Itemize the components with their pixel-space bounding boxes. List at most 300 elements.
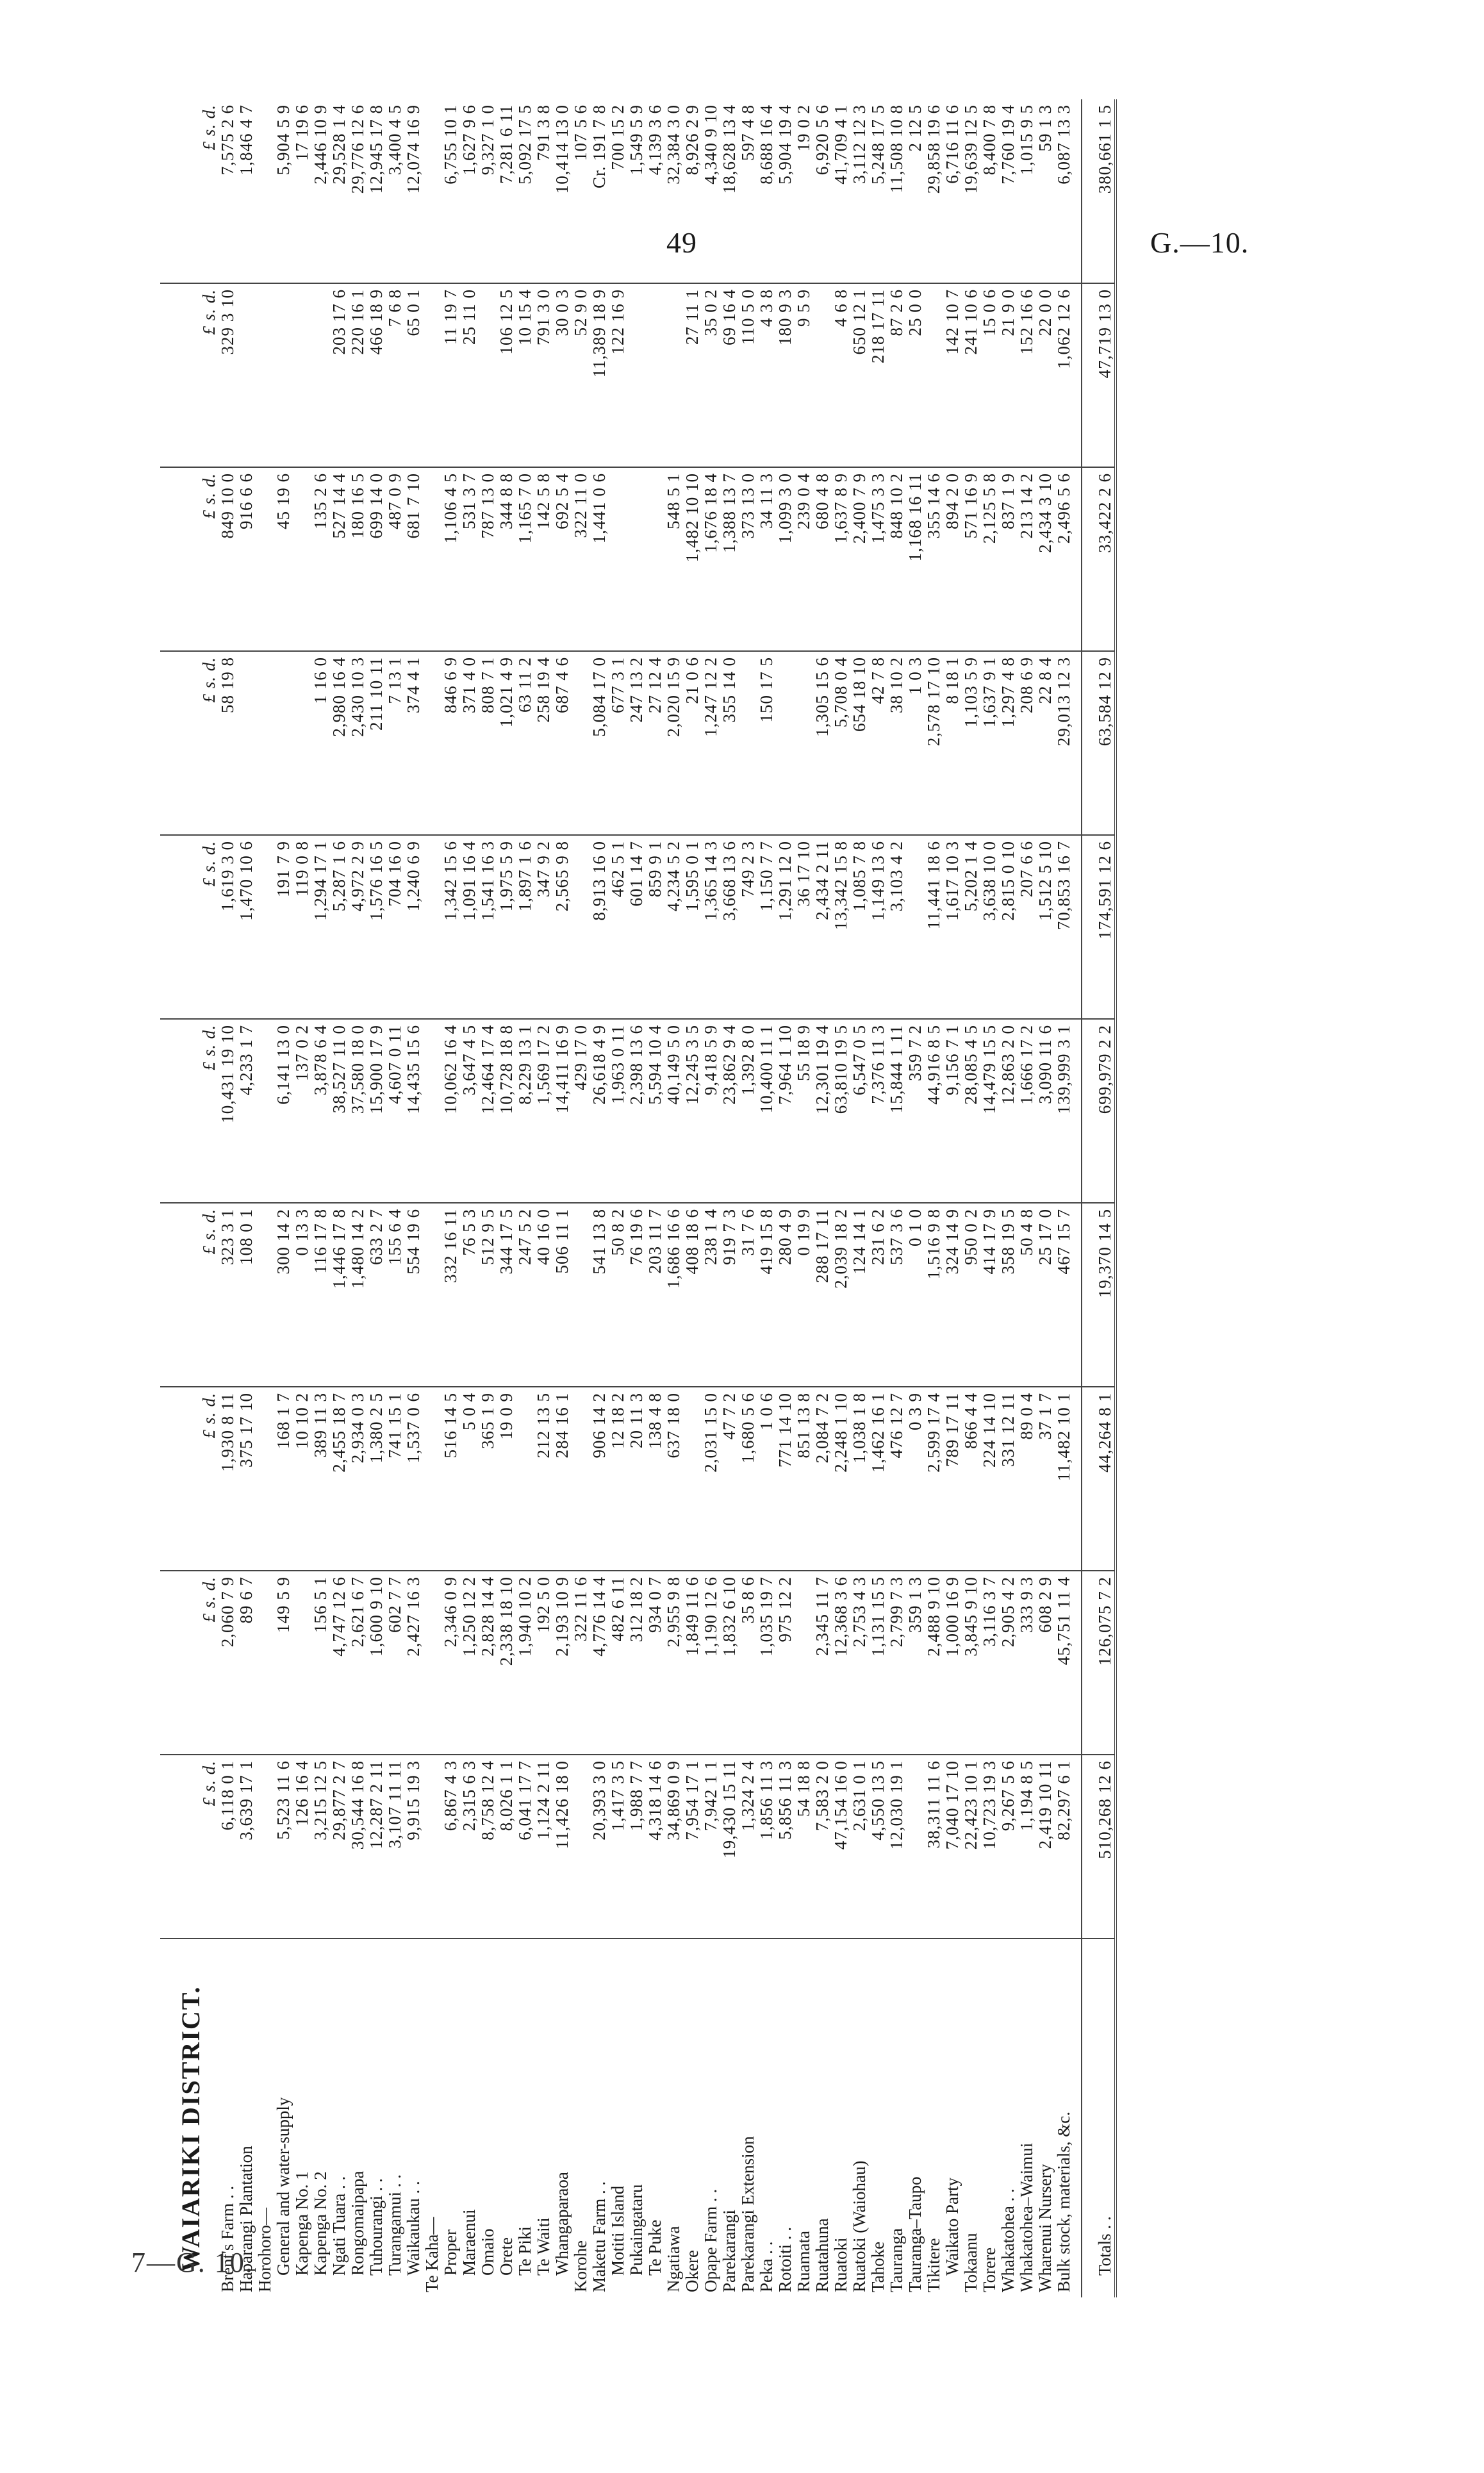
row-value: 322 11 0 (572, 467, 590, 651)
row-value: 110 5 0 (739, 283, 757, 467)
row-value: 9,267 5 6 (999, 1755, 1018, 1939)
row-value (311, 283, 330, 467)
row-value: 19,430 15 11 (720, 1755, 739, 1939)
row-value: 527 14 4 (330, 467, 349, 651)
row-value: 5,084 17 0 (590, 651, 609, 835)
row-value: 1,091 16 4 (460, 835, 479, 1019)
row-value: 506 11 1 (553, 1203, 572, 1387)
row-value (572, 651, 590, 835)
row-value: 1,846 4 7 (237, 99, 256, 283)
row-value: 0 1 0 (906, 1203, 925, 1387)
title-spacer (160, 1755, 200, 1939)
row-label: Tahoke (868, 2241, 887, 2292)
row-value: 571 16 9 (962, 467, 980, 651)
row-value: 375 17 10 (237, 1387, 256, 1571)
row-value: 0 13 3 (293, 1203, 311, 1387)
totals-value: 380,661 1 5 (1082, 99, 1116, 283)
row-value (479, 283, 497, 467)
row-value: 5,248 17 5 (869, 99, 887, 283)
spacer-cell (1073, 1571, 1082, 1755)
row-value: 419 15 8 (757, 1203, 776, 1387)
row-value: 26,618 4 9 (590, 1019, 609, 1203)
row-label: Ruamata (794, 2231, 813, 2292)
row-value: 554 19 6 (404, 1203, 423, 1387)
row-value: 7,583 2 0 (813, 1755, 832, 1939)
row-value: 1,190 12 6 (702, 1571, 720, 1755)
row-value: 323 3 1 (218, 1203, 237, 1387)
row-value: 1,131 15 5 (869, 1571, 887, 1755)
row-value: 9,418 5 9 (702, 1019, 720, 1203)
row-value (256, 1387, 274, 1571)
row-value: 6,867 4 3 (441, 1755, 460, 1939)
row-value: 22 8 4 (1036, 651, 1055, 835)
row-value: 373 13 0 (739, 467, 757, 651)
row-value: 45 19 6 (274, 467, 293, 651)
totals-value: 174,591 12 6 (1082, 835, 1116, 1019)
row-value: 359 1 3 (906, 1571, 925, 1755)
row-value: 6,041 17 7 (516, 1755, 534, 1939)
row-label: Tikitere (924, 2238, 943, 2292)
row-value: 40,149 5 0 (664, 1019, 683, 1203)
row-value: 7,942 1 1 (702, 1755, 720, 1939)
row-value: 608 2 9 (1036, 1571, 1055, 1755)
row-value: 7,281 6 11 (497, 99, 516, 283)
row-label: Horohoro— (255, 2208, 274, 2292)
row-value: 218 17 11 (869, 283, 887, 467)
row-value: 2,427 16 3 (404, 1571, 423, 1755)
row-value: 126 16 4 (293, 1755, 311, 1939)
row-value: 203 11 7 (646, 1203, 664, 1387)
table-row (999, 99, 1018, 2297)
table-row (330, 99, 349, 2297)
title-spacer (160, 99, 200, 283)
row-value (423, 283, 441, 467)
row-value: 1,305 15 6 (813, 651, 832, 835)
spacer-cell (1073, 1387, 1082, 1571)
row-value: 50 8 2 (609, 1203, 627, 1387)
row-value: 916 6 6 (237, 467, 256, 651)
row-value: 13,342 15 8 (832, 835, 850, 1019)
row-value: 1,988 7 7 (627, 1755, 646, 1939)
row-value: 322 11 6 (572, 1571, 590, 1755)
row-value: 1,085 7 8 (850, 835, 869, 1019)
row-value: 516 14 5 (441, 1387, 460, 1571)
footer-reference: 7—G. 10. (131, 2247, 254, 2278)
totals-row (1082, 99, 1116, 2297)
totals-value: 699,979 2 2 (1082, 1019, 1116, 1203)
row-value: 1,165 7 0 (516, 467, 534, 651)
row-value: Cr. 191 7 8 (590, 99, 609, 283)
table-row (497, 99, 516, 2297)
row-value: 3,103 4 2 (887, 835, 906, 1019)
table-row (460, 99, 479, 2297)
row-value: 6,087 13 3 (1055, 99, 1073, 283)
row-value: 8,400 7 8 (980, 99, 999, 283)
row-value: 2,430 10 3 (349, 651, 367, 835)
title-spacer (160, 1387, 200, 1571)
row-value: 14,411 16 9 (553, 1019, 572, 1203)
row-value (423, 99, 441, 283)
row-value (256, 651, 274, 835)
row-value: 89 6 7 (237, 1571, 256, 1755)
table-row (627, 99, 646, 2297)
row-value: 408 18 6 (683, 1203, 702, 1387)
row-value: 25 17 0 (1036, 1203, 1055, 1387)
row-value: 10,431 19 10 (218, 1019, 237, 1203)
table-row (980, 99, 999, 2297)
row-value: 3,647 4 5 (460, 1019, 479, 1203)
row-value: 5,904 5 9 (274, 99, 293, 283)
row-value: 63 11 2 (516, 651, 534, 835)
row-value: 11 19 7 (441, 283, 460, 467)
row-value: 1,250 12 2 (460, 1571, 479, 1755)
table-row (832, 99, 850, 2297)
row-label: Kapenga No. 2 (311, 2171, 330, 2276)
row-value: 1,569 17 2 (534, 1019, 553, 1203)
row-value: 462 5 1 (609, 835, 627, 1019)
row-value: 258 19 4 (534, 651, 553, 835)
row-value: 12,368 3 6 (832, 1571, 850, 1755)
row-value: 1,666 17 2 (1018, 1019, 1036, 1203)
row-value (274, 283, 293, 467)
units-cell: £ s. d. (200, 651, 218, 835)
row-value (646, 467, 664, 651)
row-value (516, 1387, 534, 1571)
row-label: Parekarangi Extension (738, 2136, 757, 2292)
row-value: 3,112 12 3 (850, 99, 869, 283)
row-value: 1,194 8 5 (1018, 1755, 1036, 1939)
row-value (627, 283, 646, 467)
row-value: 11,482 10 1 (1055, 1387, 1073, 1571)
totals-value: 47,719 13 0 (1082, 283, 1116, 467)
row-value: 851 13 8 (795, 1387, 813, 1571)
row-value: 19 0 2 (795, 99, 813, 283)
row-value: 1,680 5 6 (739, 1387, 757, 1571)
row-value: 27 12 4 (646, 651, 664, 835)
table-row (349, 99, 367, 2297)
row-value: 1,537 0 6 (404, 1387, 423, 1571)
row-value: 9,915 19 3 (404, 1755, 423, 1939)
row-label: Te Kaha— (422, 2217, 441, 2292)
row-label: Te Piki (515, 2226, 534, 2276)
row-value: 12,245 3 5 (683, 1019, 702, 1203)
row-value: 63,810 19 5 (832, 1019, 850, 1203)
totals-label: Totals . . (1082, 1939, 1116, 2297)
row-value: 10,723 19 3 (980, 1755, 999, 1939)
row-value: 1,035 19 7 (757, 1571, 776, 1755)
row-value: 934 0 7 (646, 1571, 664, 1755)
table-row (683, 99, 702, 2297)
row-value: 12,301 19 4 (813, 1019, 832, 1203)
row-value (256, 467, 274, 651)
row-value: 19,639 12 5 (962, 99, 980, 283)
row-value (683, 1387, 702, 1571)
row-value: 389 11 3 (311, 1387, 330, 1571)
row-value: 681 7 10 (404, 467, 423, 651)
row-value: 2,125 5 8 (980, 467, 999, 651)
table-row (479, 99, 497, 2297)
units-cell: £ s. d. (200, 1019, 218, 1203)
row-value: 152 16 6 (1018, 283, 1036, 467)
row-value: 82,297 6 1 (1055, 1755, 1073, 1939)
totals-value: 19,370 14 5 (1082, 1203, 1116, 1387)
row-label: Tokaanu (961, 2233, 980, 2292)
row-value: 3,215 12 5 (311, 1755, 330, 1939)
row-value: 1 0 6 (757, 1387, 776, 1571)
row-value: 2,419 10 11 (1036, 1755, 1055, 1939)
row-value: 5,523 11 6 (274, 1755, 293, 1939)
row-value: 142 5 8 (534, 467, 553, 651)
row-value: 207 6 6 (1018, 835, 1036, 1019)
row-value: 8,758 12 4 (479, 1755, 497, 1939)
row-value: 9 5 9 (795, 283, 813, 467)
row-value: 1,975 5 9 (497, 835, 516, 1019)
table-row (795, 99, 813, 2297)
table-row (553, 99, 572, 2297)
row-label: Okere (682, 2250, 702, 2292)
row-value (795, 1571, 813, 1755)
row-value: 87 2 6 (887, 283, 906, 467)
row-value: 280 4 9 (776, 1203, 795, 1387)
row-value: 30,544 16 8 (349, 1755, 367, 1939)
row-value: 1,124 2 11 (534, 1755, 553, 1939)
row-label: Waikaukau . . (404, 2181, 423, 2276)
table-row (256, 99, 274, 2297)
row-value: 1,392 8 0 (739, 1019, 757, 1203)
row-value: 1,062 12 6 (1055, 283, 1073, 467)
row-value: 1,446 17 8 (330, 1203, 349, 1387)
row-label: Omaio (478, 2228, 497, 2276)
row-value: 27 11 1 (683, 283, 702, 467)
table-row (609, 99, 627, 2297)
row-value: 21 9 0 (999, 283, 1018, 467)
row-value: 12,945 17 8 (367, 99, 386, 283)
row-label: Rongomaipapa (348, 2171, 367, 2276)
row-value: 25 0 0 (906, 283, 925, 467)
row-value (739, 651, 757, 835)
row-value: 1,600 9 10 (367, 1571, 386, 1755)
row-value: 29,776 12 6 (349, 99, 367, 283)
table-row (367, 99, 386, 2297)
row-label: Ruatoki (Waiohau) (850, 2160, 869, 2292)
row-value: 38,527 11 0 (330, 1019, 349, 1203)
row-value: 5,202 1 4 (962, 835, 980, 1019)
row-value: 601 14 7 (627, 835, 646, 1019)
row-value (293, 283, 311, 467)
row-value: 849 10 0 (218, 467, 237, 651)
spacer-cell (1073, 835, 1082, 1019)
row-value: 15,900 17 9 (367, 1019, 386, 1203)
row-value: 47 7 2 (720, 1387, 739, 1571)
row-value: 749 2 3 (739, 835, 757, 1019)
row-value: 1,897 1 6 (516, 835, 534, 1019)
row-value: 1,149 13 6 (869, 835, 887, 1019)
row-value: 4 6 8 (832, 283, 850, 467)
row-value (423, 651, 441, 835)
row-value: 29,858 19 6 (925, 99, 943, 283)
units-cell: £ s. d. (200, 1203, 218, 1387)
row-value: 191 7 9 (274, 835, 293, 1019)
row-value: 2,955 9 8 (664, 1571, 683, 1755)
row-value: 4,233 1 7 (237, 1019, 256, 1203)
row-value: 358 19 5 (999, 1203, 1018, 1387)
row-value: 1,150 7 7 (757, 835, 776, 1019)
row-value (776, 651, 795, 835)
spacer-cell (1073, 1939, 1082, 2297)
row-value: 12,074 16 9 (404, 99, 423, 283)
row-value: 837 1 9 (999, 467, 1018, 651)
table-row (441, 99, 460, 2297)
row-value: 3,090 11 6 (1036, 1019, 1055, 1203)
row-value: 19 0 9 (497, 1387, 516, 1571)
ledger-body (160, 99, 1116, 2297)
row-value: 637 18 0 (664, 1387, 683, 1571)
row-value: 1,388 13 7 (720, 467, 739, 651)
row-value: 1,365 14 3 (702, 835, 720, 1019)
row-value: 4,747 12 6 (330, 1571, 349, 1755)
row-label: Turangamui . . (385, 2174, 404, 2276)
row-value: 192 5 0 (534, 1571, 553, 1755)
row-value: 2,631 0 1 (850, 1755, 869, 1939)
row-label: Pukaingataru (627, 2184, 646, 2276)
row-label: Ngatiawa (664, 2226, 683, 2292)
row-value: 846 6 9 (441, 651, 460, 835)
row-value: 45,751 11 4 (1055, 1571, 1073, 1755)
row-value: 241 10 6 (962, 283, 980, 467)
row-value: 10,062 16 4 (441, 1019, 460, 1203)
row-value: 2,398 13 6 (627, 1019, 646, 1203)
row-value: 40 16 0 (534, 1203, 553, 1387)
table-row (943, 99, 962, 2297)
table-row (776, 99, 795, 2297)
row-value: 2,565 9 8 (553, 835, 572, 1019)
table-row (925, 99, 943, 2297)
row-value: 1,475 3 3 (869, 467, 887, 651)
row-value: 36 17 10 (795, 835, 813, 1019)
row-value: 2,815 0 10 (999, 835, 1018, 1019)
row-label: Korohe (571, 2240, 590, 2292)
row-label: Waikato Party (943, 2177, 962, 2276)
row-value: 6,755 10 1 (441, 99, 460, 283)
row-value: 212 13 5 (534, 1387, 553, 1571)
row-value: 1,832 6 10 (720, 1571, 739, 1755)
row-value: 11,441 18 6 (925, 835, 943, 1019)
row-value: 2,488 9 10 (925, 1571, 943, 1755)
row-value: 2,060 7 9 (218, 1571, 237, 1755)
row-value: 31 7 6 (739, 1203, 757, 1387)
row-value: 156 5 1 (311, 1571, 330, 1755)
row-value: 22 0 0 (1036, 283, 1055, 467)
row-value: 1,291 12 0 (776, 835, 795, 1019)
row-value: 29,013 12 3 (1055, 651, 1073, 835)
row-value: 699 14 0 (367, 467, 386, 651)
row-label: Te Waiti (534, 2217, 553, 2276)
units-cell: £ s. d. (200, 99, 218, 283)
row-value: 168 1 7 (274, 1387, 293, 1571)
row-value: 650 12 1 (850, 283, 869, 467)
row-value: 1,106 4 5 (441, 467, 460, 651)
row-value: 597 4 8 (739, 99, 757, 283)
row-label: Motiti Island (608, 2185, 627, 2276)
row-value (423, 1019, 441, 1203)
row-value: 0 3 9 (906, 1387, 925, 1571)
row-value: 894 2 0 (943, 467, 962, 651)
row-value: 32,384 3 0 (664, 99, 683, 283)
row-value: 355 14 6 (925, 467, 943, 651)
row-value (795, 651, 813, 835)
row-value: 213 14 2 (1018, 467, 1036, 651)
row-value: 482 6 11 (609, 1571, 627, 1755)
row-value: 149 5 9 (274, 1571, 293, 1755)
row-value: 47,154 16 0 (832, 1755, 850, 1939)
row-value: 1,441 0 6 (590, 467, 609, 651)
row-value (256, 1019, 274, 1203)
row-value: 12,863 2 0 (999, 1019, 1018, 1203)
row-value: 537 3 6 (887, 1203, 906, 1387)
row-label: Torere (980, 2247, 999, 2292)
row-value: 10,728 18 8 (497, 1019, 516, 1203)
row-value (906, 835, 925, 1019)
row-value: 42 7 8 (869, 651, 887, 835)
row-value: 10,414 13 0 (553, 99, 572, 283)
row-value: 76 19 6 (627, 1203, 646, 1387)
units-cell: £ s. d. (200, 467, 218, 651)
row-label: Opape Farm . . (701, 2188, 720, 2292)
row-value: 142 10 7 (943, 283, 962, 467)
row-value: 1 16 0 (311, 651, 330, 835)
row-value: 1,380 2 5 (367, 1387, 386, 1571)
row-value: 1,000 16 9 (943, 1571, 962, 1755)
row-value: 950 0 2 (962, 1203, 980, 1387)
row-value: 324 14 9 (943, 1203, 962, 1387)
row-value: 11,389 18 9 (590, 283, 609, 467)
row-label: Kapenga No. 1 (292, 2171, 311, 2276)
row-value: 4,607 0 11 (386, 1019, 404, 1203)
row-value: 4,550 13 5 (869, 1755, 887, 1939)
spacer-cell (1073, 1019, 1082, 1203)
row-value: 5,856 11 3 (776, 1755, 795, 1939)
table-row (237, 99, 256, 2297)
row-value (293, 651, 311, 835)
row-label: Ruatahuna (812, 2218, 832, 2292)
row-value: 654 18 10 (850, 651, 869, 835)
row-value: 106 12 5 (497, 283, 516, 467)
table-row (386, 99, 404, 2297)
row-value: 1,099 3 0 (776, 467, 795, 651)
row-value: 1,549 5 9 (627, 99, 646, 283)
row-value: 1,637 8 9 (832, 467, 850, 651)
row-value: 239 0 4 (795, 467, 813, 651)
row-value: 687 4 6 (553, 651, 572, 835)
row-label: Tauranga–Taupo (905, 2176, 925, 2292)
row-label: Tauranga (887, 2228, 906, 2292)
row-value: 1,470 10 6 (237, 835, 256, 1019)
row-value: 1,297 4 8 (999, 651, 1018, 835)
row-value: 58 19 8 (218, 651, 237, 835)
row-value: 8,913 16 0 (590, 835, 609, 1019)
row-value: 52 9 0 (572, 283, 590, 467)
row-value (925, 283, 943, 467)
row-value: 700 15 2 (609, 99, 627, 283)
row-label: Whakatohea–Waimui (1017, 2142, 1036, 2292)
row-value: 1,324 2 4 (739, 1755, 757, 1939)
row-value: 332 16 11 (441, 1203, 460, 1387)
row-value: 3,116 3 7 (980, 1571, 999, 1755)
row-value: 7,575 2 6 (218, 99, 237, 283)
row-value: 487 0 9 (386, 467, 404, 651)
row-value: 1,021 4 9 (497, 651, 516, 835)
row-value: 3,107 11 11 (386, 1755, 404, 1939)
